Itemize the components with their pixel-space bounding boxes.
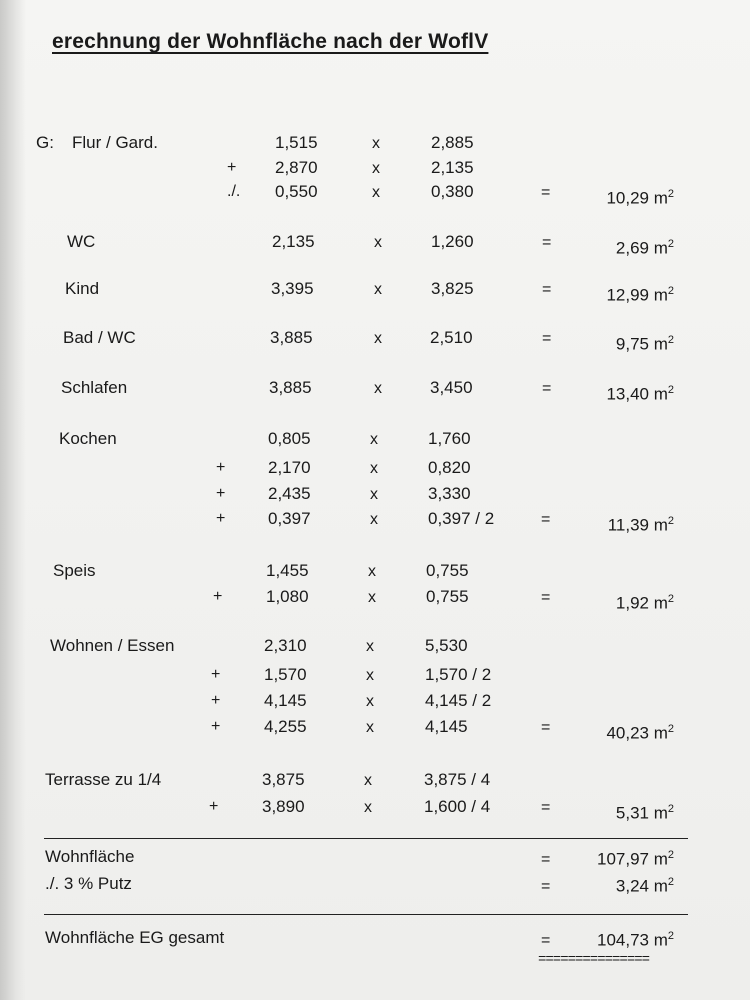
- width-value: 0,397 / 2: [428, 509, 495, 528]
- width-value: 2,510: [430, 328, 473, 347]
- unit-exponent: 2: [667, 238, 674, 250]
- room-name: Speis: [53, 561, 96, 580]
- width-value: 3,450: [430, 378, 473, 397]
- operator: +: [209, 798, 219, 815]
- length-value: 2,435: [268, 484, 311, 503]
- page-edge-shadow: [0, 0, 26, 1000]
- area-value: 12,99 m: [606, 285, 668, 305]
- area-value: 2,69 m: [615, 238, 668, 258]
- area-result: [564, 803, 674, 824]
- equals-sign: =: [542, 234, 552, 251]
- area-result: [564, 334, 674, 355]
- multiply-sign: x: [374, 380, 382, 397]
- area-result: [564, 723, 674, 744]
- width-value: 4,145 / 2: [425, 691, 492, 710]
- length-value: 3,890: [262, 797, 305, 816]
- summary-amount: 3,24 m: [615, 876, 668, 896]
- equals-sign: =: [541, 719, 551, 736]
- multiply-sign: x: [368, 589, 376, 606]
- length-value: 0,397: [268, 509, 311, 528]
- operator: +: [211, 718, 221, 735]
- length-value: 1,570: [264, 665, 307, 684]
- width-value: 2,135: [431, 158, 474, 177]
- operator: +: [216, 485, 226, 502]
- unit-exponent: 2: [667, 285, 674, 297]
- row-label: G:: [36, 133, 54, 152]
- area-value: 5,31 m: [615, 803, 668, 823]
- width-value: 4,145: [425, 717, 468, 736]
- width-value: 1,570 / 2: [425, 665, 492, 684]
- width-value: 3,825: [431, 279, 474, 298]
- length-value: 1,515: [275, 133, 318, 152]
- operator: +: [227, 159, 237, 176]
- width-value: 0,380: [431, 182, 474, 201]
- multiply-sign: x: [366, 719, 374, 736]
- length-value: 2,135: [272, 232, 315, 251]
- length-value: 3,885: [270, 328, 313, 347]
- multiply-sign: x: [366, 693, 374, 710]
- multiply-sign: x: [374, 330, 382, 347]
- operator: +: [216, 459, 226, 476]
- room-name: Schlafen: [61, 378, 128, 397]
- unit-exponent: 2: [667, 593, 674, 605]
- equals-sign: =: [541, 511, 551, 528]
- equals-sign: =: [541, 878, 551, 895]
- operator: +: [211, 692, 221, 709]
- width-value: 1,260: [431, 232, 474, 251]
- multiply-sign: x: [370, 431, 378, 448]
- area-result: [564, 238, 674, 259]
- area-result: [564, 188, 674, 209]
- unit-exponent: 2: [667, 334, 674, 346]
- summary-value: [564, 876, 674, 897]
- width-value: 0,755: [426, 561, 469, 580]
- length-value: 0,550: [275, 182, 318, 201]
- equals-sign: =: [541, 851, 551, 868]
- width-value: 3,875 / 4: [424, 770, 491, 789]
- width-value: 2,885: [431, 133, 474, 152]
- area-value: 9,75 m: [615, 334, 668, 354]
- length-value: 3,885: [269, 378, 312, 397]
- multiply-sign: x: [366, 667, 374, 684]
- length-value: 4,255: [264, 717, 307, 736]
- equals-sign: =: [542, 330, 552, 347]
- area-value: 11,39 m: [607, 515, 668, 535]
- length-value: 2,170: [268, 458, 311, 477]
- multiply-sign: x: [374, 281, 382, 298]
- summary-rule-top: [44, 838, 688, 839]
- length-value: 0,805: [268, 429, 311, 448]
- equals-sign: =: [541, 589, 551, 606]
- length-value: 2,310: [264, 636, 307, 655]
- multiply-sign: x: [366, 638, 374, 655]
- summary-label: ./. 3 % Putz: [45, 874, 132, 893]
- multiply-sign: x: [370, 460, 378, 477]
- area-result: [564, 384, 674, 405]
- multiply-sign: x: [372, 160, 380, 177]
- unit-exponent: 2: [667, 849, 674, 861]
- summary-value: [564, 849, 674, 870]
- length-value: 1,080: [266, 587, 309, 606]
- unit-exponent: 2: [667, 384, 674, 396]
- width-value: 3,330: [428, 484, 471, 503]
- equals-sign: =: [541, 932, 551, 949]
- room-name: Kind: [65, 279, 100, 298]
- multiply-sign: x: [374, 234, 382, 251]
- equals-sign: =: [542, 281, 552, 298]
- operator: +: [213, 588, 223, 605]
- summary-label: Wohnfläche EG gesamt: [45, 928, 225, 947]
- summary-amount: 107,97 m: [596, 849, 668, 869]
- multiply-sign: x: [370, 511, 378, 528]
- unit-exponent: 2: [667, 515, 674, 527]
- length-value: 3,875: [262, 770, 305, 789]
- room-name: Wohnen / Essen: [50, 636, 175, 655]
- summary-rule-middle: [44, 914, 688, 915]
- area-result: [564, 285, 674, 306]
- length-value: 2,870: [275, 158, 318, 177]
- unit-exponent: 2: [667, 930, 674, 942]
- unit-exponent: 2: [667, 876, 674, 888]
- multiply-sign: x: [372, 135, 380, 152]
- room-name: WC: [67, 232, 96, 251]
- multiply-sign: x: [364, 772, 372, 789]
- width-value: 1,760: [428, 429, 471, 448]
- length-value: 3,395: [271, 279, 314, 298]
- operator: ./.: [227, 183, 241, 200]
- area-value: 13,40 m: [606, 384, 668, 404]
- summary-amount: 104,73 m: [596, 930, 668, 950]
- multiply-sign: x: [364, 799, 372, 816]
- area-value: 1,92 m: [615, 593, 668, 613]
- area-result: [564, 515, 674, 536]
- summary-label: Wohnfläche: [45, 847, 135, 866]
- multiply-sign: x: [370, 486, 378, 503]
- width-value: 0,820: [428, 458, 471, 477]
- equals-sign: =: [542, 380, 552, 397]
- room-name: Terrasse zu 1/4: [45, 770, 162, 789]
- unit-exponent: 2: [667, 723, 674, 735]
- area-value: 40,23 m: [606, 723, 668, 743]
- area-value: 10,29 m: [606, 188, 668, 208]
- multiply-sign: x: [372, 184, 380, 201]
- unit-exponent: 2: [667, 188, 674, 200]
- width-value: 0,755: [426, 587, 469, 606]
- area-result: [564, 593, 674, 614]
- room-name: Kochen: [59, 429, 117, 448]
- unit-exponent: 2: [667, 803, 674, 815]
- summary-value: [564, 930, 674, 951]
- room-name: Flur / Gard.: [72, 133, 158, 152]
- width-value: 1,600 / 4: [424, 797, 491, 816]
- equals-sign: =: [541, 799, 551, 816]
- multiply-sign: x: [368, 563, 376, 580]
- room-name: Bad / WC: [63, 328, 136, 347]
- width-value: 5,530: [425, 636, 468, 655]
- length-value: 4,145: [264, 691, 307, 710]
- equals-sign: =: [541, 184, 551, 201]
- operator: +: [216, 510, 226, 527]
- document-title: erechnung der Wohnfläche nach der WoflV: [52, 30, 489, 53]
- operator: +: [211, 666, 221, 683]
- double-underline: ===============: [538, 952, 650, 968]
- length-value: 1,455: [266, 561, 309, 580]
